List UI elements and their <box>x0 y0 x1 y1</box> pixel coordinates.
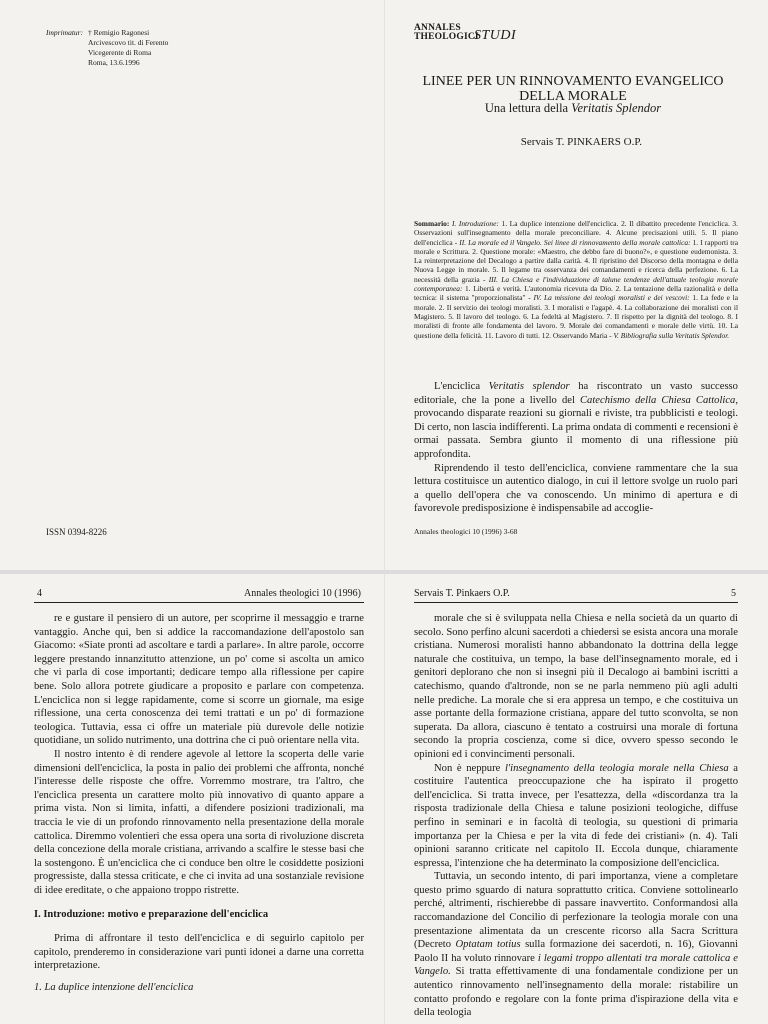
journal-footer <box>414 527 517 536</box>
footer-details: 10 (1996) 3-68 <box>470 527 518 536</box>
imprimatur-line: Vicegerente di Roma <box>88 48 152 57</box>
italic-run: III. La Chiesa e l'individuazione di talune tendenze dell'attuale teologia morale contemporanea: <box>414 274 738 294</box>
italic-run: II. La morale ed il Vangelo. Sei linee di rinnovamento della morale cattolica: <box>459 237 691 247</box>
italic-run: IV. La missione dei teologi moralisti e dei vescovi: <box>533 293 690 303</box>
running-head-right: Servais T. Pinkaers O.P. <box>414 588 510 599</box>
subtitle-prefix: Una lettura della <box>484 101 572 115</box>
summary-text <box>414 219 738 340</box>
paragraph <box>414 462 738 516</box>
italic-run: Catechismo della Chiesa Cattolica <box>579 394 736 406</box>
text-run: , provocando disparate reazioni su giornali e riviste, tra pubblicisti e teologi. Di certo, non lascia indifferenti. La prima ondata di commenti e recensioni è ormai passata. Sembra giunto il momento di una riflessione più approfondita. <box>414 394 738 460</box>
text-run: Non è neppure <box>434 762 505 774</box>
italic-run: Veritatis splendor <box>488 381 570 392</box>
left-column <box>34 612 364 994</box>
paragraph <box>34 612 364 748</box>
italic-run: i legami troppo allentati tra morale cattolica e Vangelo. <box>414 952 738 978</box>
text-run: 1. Libertà e verità. L'autonomia ricevuta da Dio. 2. La tentazione della razionalità e della tecnica: il sistema "proporzionalista" - <box>414 284 738 303</box>
imprimatur-line: † Remigio Ragonesi <box>88 28 150 37</box>
text-run: re e gustare il pensiero di un autore, per scoprirne il messaggio e trarne vantaggio. Anche qui, ben si addice la raccomandazione dell'apostolo san Giacomo: «Siate pronti ad ascoltare e tardi a parlare». In altre parole, occorre leggere prestando innanzitutto attenzione, un po' come si ascolta un amico che vi parla di cose importanti; dedicare tempo alla riflessione per capire bene. Solo allora potrete giudicare a proposito e parlare con competenza. L'enciclica non si legge rapidamente, come si scorre un giornale, ma esige riflessione, una certa conoscenza dei temi trattati e un po' di formazione teologica. Tuttavia, essa ci offre un materiale più durevole delle notizie quotidiane, un solido nutrimento, una dottrina che ci può orientare nella vita. <box>34 613 364 747</box>
header-rule-left <box>34 602 364 603</box>
italic-run: V. Bibliografia sulla Veritatis Splendor. <box>613 330 730 340</box>
italic-run: Optatam totius <box>455 939 521 951</box>
spread-gutter <box>384 574 385 1024</box>
text-run: Il nostro intento è di rendere agevole al lettore la scoperta delle varie dimensioni dell'enciclica, la posta in palio dei problemi che affronta, nonché l'interesse delle risposte che offre. Vorremmo mostrare, tra l'altro, che l'enciclica presenta un carattere molto più innovativo di quanto appare a prima vista. Non si limita, infatti, a difendere posizioni tradizionali, ma traccia le vie di un profondo rinnovamento nella presentazione della morale cattolica. Diremmo volentieri che essa opera una sorta di rivoluzione discreta della concezione della morale cristiana, arrivando a scalfire le stesse basi che la sostengono. È un'enciclica che ci conduce ben oltre le cosiddette posizioni progressiste, dalla stessa criticate, e che ci invita ad una sostanziale revisione di idee ereditate, o che appaiono troppo ristrette. <box>34 748 364 896</box>
intro-body <box>414 380 738 516</box>
logo-line-theologici: THEOLOGICI <box>414 32 479 42</box>
article-title <box>414 74 732 104</box>
text-run: 1. La fede e la morale. 2. Il servizio dei teologi moralisti. 3. I moralisti e l'agapè. 4. La collaborazione dei moralisti con il Magistero. 5. Il lavoro del teologo. 6. La fedeltà al Magistero. 7. Il rispetto per la dignità del teologo. 8. I moralisti di fronte alle fondamenta del lavoro. 9. Morale dei comandamenti e morale delle virtù. 10. La questione della felicità. 11. Lavoro di tutti. 12. Osservando Maria - <box>414 293 738 340</box>
paragraph <box>414 380 738 462</box>
paragraph <box>414 612 738 762</box>
text-run: 1. La duplice intenzione dell'enciclica. 2. Il dibattito precedente l'enciclica. 3. Osservazioni sull'insegnamento della morale preconciliare. 4. Alcune precisazioni utili. 5. Il piano dell'enciclica - <box>414 219 738 247</box>
text-run: Riprendendo il testo dell'enciclica, conviene rammentare che la sua lettura costituisce un autentico dialogo, in cui il lettore svolge un ruolo pari a quello dell'opera che va conoscendo. Un minimo di apertura e di favorevole predisposizione è indispensabile ad accoglie- <box>414 462 738 515</box>
text-run: sulla formazione dei sacerdoti, n. 16), Giovanni Paolo II ha voluto rinnovare <box>414 939 739 964</box>
section-heading: I. Introduzione: motivo e preparazione dell'enciclica <box>34 909 269 921</box>
section-label: STUDI <box>474 28 517 43</box>
italic-run: I. Introduzione: <box>451 219 499 228</box>
page-number-right: 5 <box>731 588 736 599</box>
imprimatur-line: Arcivescovo tit. di Ferento <box>88 38 169 47</box>
summary-block <box>414 219 738 340</box>
page-spread-bottom <box>0 574 768 1024</box>
imprimatur-line: Roma, 13.6.1996 <box>88 58 140 67</box>
spread-gutter <box>384 0 385 570</box>
text-run: Si tratta effettivamente di una fondamentale condizione per un autentico rinnovamento nell'insegnamento della morale: ristabilire un contatto profondo e regolare con la fonte prima d'ispirazione della vita e della teologia <box>414 966 738 1019</box>
subsection-heading: 1. La duplice intenzione dell'enciclica <box>34 981 194 993</box>
page-number-left: 4 <box>37 588 42 599</box>
title-line: DELLA MORALE <box>519 89 627 104</box>
paragraph <box>34 748 364 898</box>
italic-run: l'insegnamento della teologia morale nella Chiesa <box>504 762 729 774</box>
issn: ISSN 0394-8226 <box>46 527 107 537</box>
text-run: ha riscontrato un vasto successo editoriale, che la pone a livello del <box>414 381 738 406</box>
paragraph <box>414 870 738 1020</box>
paragraph <box>414 762 738 871</box>
paragraph <box>34 932 364 973</box>
imprimatur-label: Imprimatur: <box>46 28 84 37</box>
journal-logo <box>414 24 654 54</box>
text-run: L'enciclica <box>434 381 489 392</box>
title-line: LINEE PER UN RINNOVAMENTO EVANGELICO <box>422 74 724 89</box>
right-column <box>414 612 738 1020</box>
article-subtitle <box>414 101 732 116</box>
header-rule-right <box>414 602 738 603</box>
summary-label: Sommario: <box>414 219 450 228</box>
text-run: Prima di affrontare il testo dell'enciclica e di seguirlo capitolo per capitolo, prenderemo in considerazione vari punti idonei a darne una corretta interpretazione. <box>34 933 364 972</box>
subtitle-italic: Veritatis Splendor <box>571 101 662 115</box>
logo-line-annales: ANNALES <box>414 23 461 33</box>
running-head-left: Annales theologici 10 (1996) <box>244 588 361 599</box>
text-run: a costituire l'autentica preoccupazione che ha ispirato il progetto dell'enciclica. Si tratta invece, per l'esattezza, della «discordanza tra la risposta tradizionale della Chiesa e talune posizioni teologiche, diffuse perfino in seminari e in facoltà di teologia, su questioni di primaria importanza per la Chiesa e per la vita di fede dei cristiani» (n. 4). Tali opinioni saranno criticate nel capitolo II. Eccola dunque, chiaramente espressa, l'intenzione che ha determinato la composizione dell'enciclica. <box>414 762 738 869</box>
article-author: Servais T. PINKAERS O.P. <box>520 136 642 148</box>
text-run: morale che si è sviluppata nella Chiesa e nella società da un quarto di secolo. Sono perfino alcuni sacerdoti a chiedersi se esista ancora una morale cristiana. Numerosi moralisti hanno abbandonato la dottrina della legge naturale che costituiva, un tempo, la base dell'insegnamento morale, ed i genitori deplorano che non si insegni più il Decalogo ai bambini iscritti a catechismo, quando d'altronde, non se ne parla nemmeno più agli adulti nelle prediche. La morale che si era appresa un tempo, e che costituiva un asse portante della formazione cristiana, appare del tutto sconvolta, se non superata. Da allora, ciascuno è tentato a costruirsi una morale di fortuna secondo la propria coscienza, come si dice, ovvero spesso secondo le opinioni ed i convincimenti personali. <box>414 613 738 760</box>
text-run: Tuttavia, un secondo intento, di pari importanza, viene a completare questo primo sguardo di natura soprattutto critica. Conviene sottolinearlo perché, altrimenti, rischierebbe di passare inavvertito. Conformandosi alla raccomandazione del Concilio di perfezionare la teologia morale con una presentazione alimentata da un crescente ricorso alla Sacra Scrittura (Decreto <box>414 871 738 951</box>
footer-journal: Annales theologici <box>414 527 471 536</box>
text-run: 1. I rapporti tra morale e Scrittura. 2. Questione morale: «Maestro, che debbo fare di buono?», e questione eudemonista. 3. La reinterpretazione del Decalogo a partire dalla carità. 4. Il ripristino del Discorso della montagna e della Nuova Legge in morale. 5. Il legame tra osservanza dei comandamenti e ricerca della perfezione. 6. La necessità della grazia - <box>414 237 739 284</box>
